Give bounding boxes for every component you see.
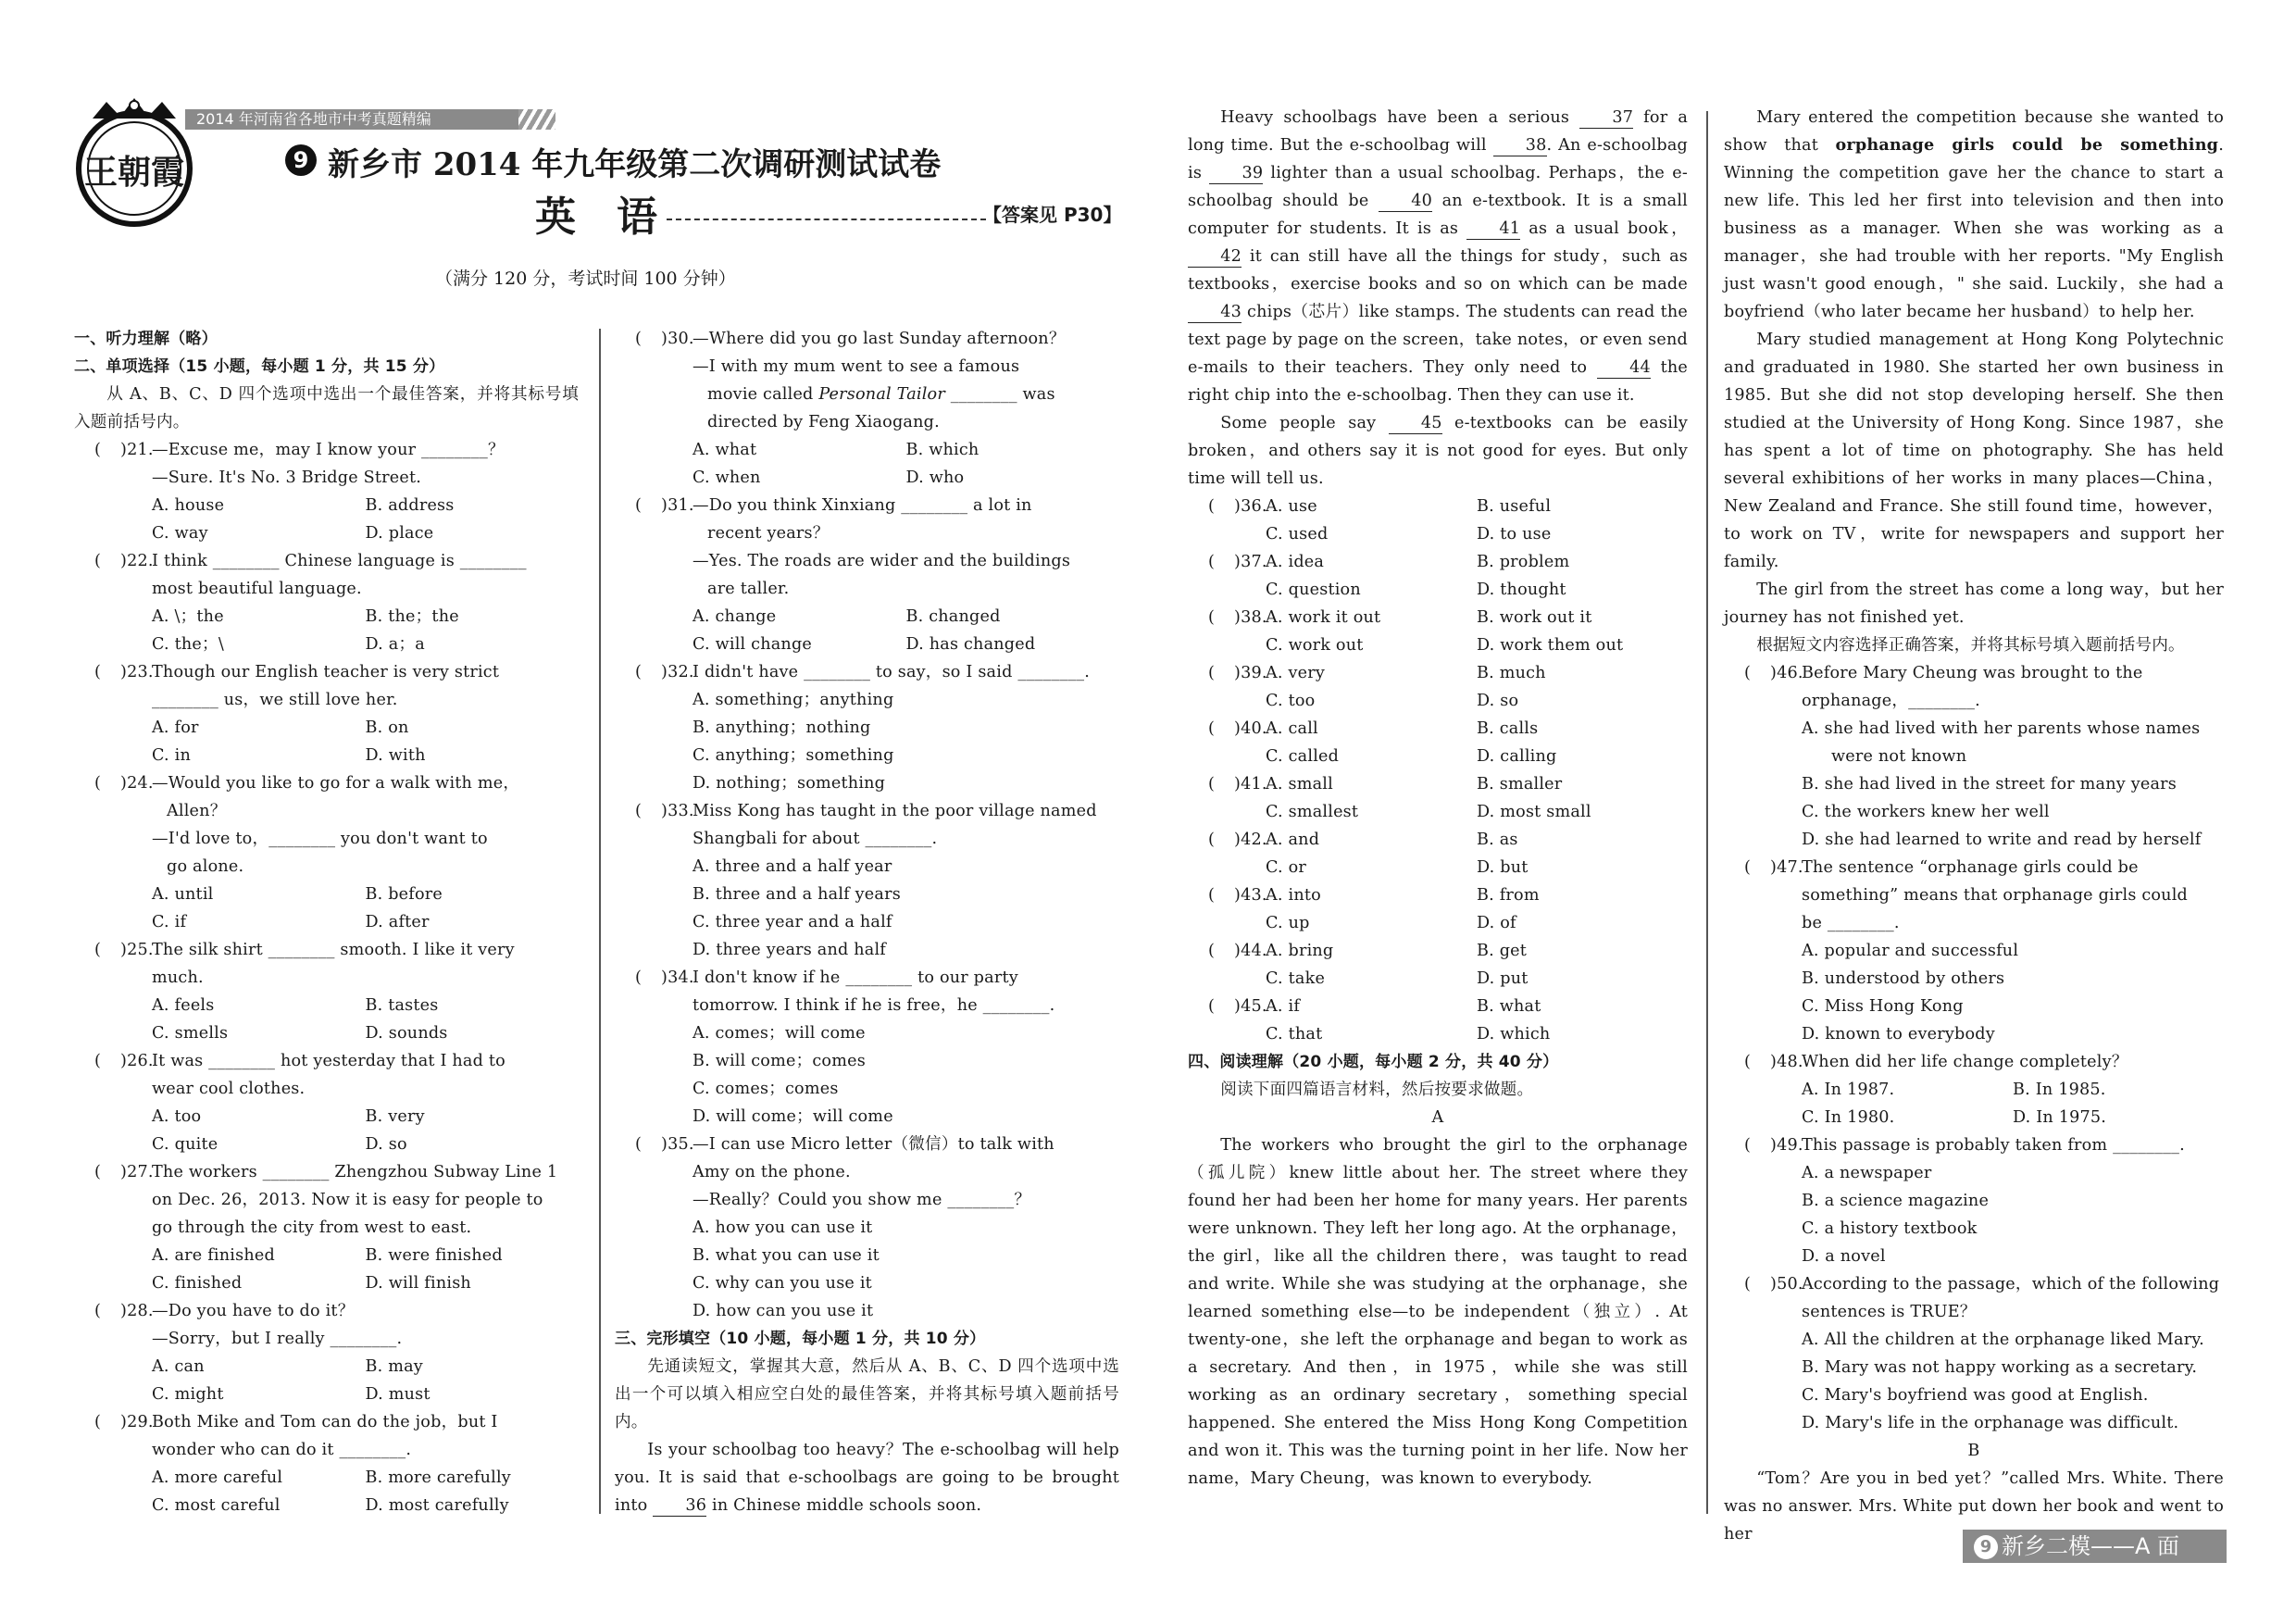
option-c[interactable]: C. finished <box>152 1274 243 1293</box>
question-text: It was ________ hot yesterday that I had to <box>152 1052 505 1070</box>
exam-number-badge <box>285 144 317 176</box>
question-text: —Would you like to go for a walk with me， <box>152 774 520 793</box>
option-c[interactable]: C. smallest <box>1266 803 1359 821</box>
option-c[interactable]: C. quite <box>152 1135 218 1154</box>
option-b[interactable]: B. three and a half years <box>693 885 901 904</box>
column-3 <box>1188 104 1688 1493</box>
passage-a-paragraph-2: Mary entered the competition because she wanted to show that orphanage girls could be something. Winning the competition gave her the chance to start a new life. This led her first into television and then into business as a manager. When she was working as a manager，she had trouble with her reports. "My English just wasn't good enough，" she said. Luckily，she had a boyfriend（who later became her husband）to help her. <box>1724 108 2224 321</box>
option-c[interactable]: C. or <box>1266 858 1307 877</box>
question-number: )23. <box>120 663 154 681</box>
option-b[interactable]: B. understood by others <box>1802 969 2005 988</box>
option-d[interactable]: D. put <box>1477 969 1529 988</box>
option-b[interactable]: B. anything；nothing <box>693 719 871 737</box>
option-d[interactable]: D. In 1975. <box>2013 1108 2107 1127</box>
question-number: )38. <box>1234 608 1267 627</box>
question-number: )32. <box>661 663 694 681</box>
option-a[interactable]: A. use <box>1266 497 1317 516</box>
footer-number-badge <box>1974 1535 1998 1559</box>
option-a[interactable]: A. comes；will come <box>693 1024 866 1043</box>
passage-b-label: B <box>1967 1442 1980 1460</box>
question-number: )35. <box>661 1135 694 1154</box>
option-d[interactable]: D. thought <box>1477 581 1566 599</box>
answer-reference: 【答案见 P30】 <box>983 204 1122 226</box>
question-text: —Where did you go last Sunday afternoon？ <box>693 330 1066 348</box>
question-number: )28. <box>120 1302 154 1320</box>
option-b[interactable]: B. tastes <box>365 996 439 1015</box>
option-d[interactable]: D. most small <box>1477 803 1591 821</box>
option-c[interactable]: C. take <box>1266 969 1326 988</box>
question-text: orphanage，________. <box>1802 692 1980 710</box>
option-b[interactable]: B. smaller <box>1477 775 1563 794</box>
option-a[interactable]: A. three and a half year <box>693 857 892 876</box>
option-d[interactable]: D. sounds <box>365 1024 448 1043</box>
option-a[interactable]: A. if <box>1266 997 1301 1016</box>
question-text: I think ________ Chinese language is ________ <box>152 552 527 570</box>
option-a[interactable]: A. more careful <box>152 1468 283 1487</box>
question-number: )25. <box>120 941 154 959</box>
option-d[interactable]: D. most carefully <box>365 1496 509 1515</box>
option-d[interactable]: D. has changed <box>905 635 1036 654</box>
question-text: —I can use Micro letter（微信）to talk with <box>693 1135 1054 1154</box>
option-c[interactable]: C. smells <box>152 1024 229 1043</box>
option-b[interactable]: B. very <box>365 1107 425 1126</box>
blank-44: 44 <box>1597 357 1651 379</box>
question-text: Both Mike and Tom can do the job，but I <box>152 1413 498 1431</box>
question-text: I don't know if he ________ to our party <box>693 968 1018 987</box>
option-a[interactable]: A. for <box>152 719 199 737</box>
option-c[interactable]: C. the workers knew her well <box>1802 803 2050 821</box>
section-3-title: 三、完形填空（10 小题，每小题 1 分，共 10 分） <box>615 1330 986 1348</box>
option-d[interactable]: D. will come；will come <box>693 1107 893 1126</box>
option-d[interactable]: D. will finish <box>365 1274 471 1293</box>
subject-divider <box>667 219 986 220</box>
question-text: Miss Kong has taught in the poor village named <box>693 802 1097 820</box>
question-text: Shangbali for about ________. <box>693 830 938 848</box>
question-text: —Sure. It's No. 3 Bridge Street. <box>152 469 422 487</box>
question-text: The silk shirt ________ smooth. I like it very <box>152 941 515 959</box>
blank-43: 43 <box>1188 302 1242 323</box>
question-number: )49. <box>1770 1136 1803 1155</box>
option-d[interactable]: D. so <box>365 1135 407 1154</box>
option-b[interactable]: B. get <box>1477 942 1528 960</box>
footer-number: 9 <box>1979 1537 1992 1556</box>
question-25: ( )25. The silk shirt ________ smooth. I like it very much. A. feels B. tastes C. smells D. sounds <box>74 936 579 1047</box>
question-28: ( )28. —Do you have to do it？ —Sorry，but I really ________. A. can B. may C. might D. must <box>74 1297 579 1408</box>
cloze-paragraph-1: Is your schoolbag too heavy？The e-schoolbag will help you. It is said that e-schoolbags are going to be brought into 36 in Chinese middle schools soon. <box>615 1441 1119 1515</box>
question-text: According to the passage，which of the following <box>1802 1275 2220 1293</box>
question-31: ( )31. —Do you think Xinxiang ________ a lot in recent years？ —Yes. The roads are wider and the buildings are taller. A. change B. changed C. will change D. has changed <box>615 492 1119 658</box>
question-number: )42. <box>1234 831 1267 849</box>
option-a[interactable]: A. are finished <box>152 1246 275 1265</box>
question-24: ( )24. —Would you like to go for a walk with me， Allen？ —I'd love to，________ you don't want to go alone. A. until B. before C. if D. after <box>74 769 579 936</box>
question-text: are taller. <box>707 580 790 598</box>
option-c[interactable]: C. up <box>1266 914 1310 932</box>
option-b[interactable]: B. what <box>1477 997 1541 1016</box>
question-number: )43. <box>1234 886 1267 905</box>
question-number: )50. <box>1770 1275 1803 1293</box>
option-c[interactable]: C. will change <box>693 635 813 654</box>
section-3-instruction: 先通读短文，掌握其大意，然后从 A、B、C、D 四个选项中选出一个可以填入相应空白处的最佳答案，并将其标号填入题前括号内。 <box>615 1357 1119 1431</box>
option-c[interactable]: C. in <box>152 746 191 765</box>
question-44: ( )44. A. bring B. get C. take D. put <box>1188 937 1688 993</box>
question-number: )30. <box>661 330 694 348</box>
question-text: on Dec. 26，2013. Now it is easy for people to <box>152 1191 543 1209</box>
option-c[interactable]: C. question <box>1266 581 1361 599</box>
option-a[interactable]: A. In 1987. <box>1802 1081 1895 1099</box>
question-35: ( )35. —I can use Micro letter（微信）to talk with Amy on the phone. —Really？Could you show me ________？ A. how you can use it B. what you can use it C. why can you use it D. how can you use it <box>615 1131 1119 1325</box>
question-text: something” means that orphanage girls could <box>1802 886 2189 905</box>
logo-text: 王朝霞 <box>83 153 184 192</box>
question-39: ( )39. A. very B. much C. too D. so <box>1188 659 1688 715</box>
option-b[interactable]: B. were finished <box>365 1246 503 1265</box>
column-1 <box>74 325 579 1519</box>
blank-41: 41 <box>1466 219 1520 240</box>
option-c[interactable]: C. when <box>693 469 761 487</box>
question-46: ( )46. Before Mary Cheung was brought to the orphanage，________. A. she had lived with her parents whose names were not known B. she had lived in the street for many years C. the workers knew her well D. she had learned to write and read by herself <box>1724 659 2224 854</box>
option-a[interactable]: A. can <box>152 1357 205 1376</box>
blank-39: 39 <box>1209 163 1263 184</box>
question-text: tomorrow. I think if he is free，he ________. <box>693 996 1055 1015</box>
option-b[interactable]: B. useful <box>1477 497 1552 516</box>
blank-45: 45 <box>1389 413 1442 434</box>
question-number: )34. <box>661 968 694 987</box>
option-d[interactable]: D. of <box>1477 914 1516 932</box>
question-text: Allen？ <box>167 802 227 820</box>
option-c[interactable]: C. why can you use it <box>693 1274 872 1293</box>
question-number: )48. <box>1770 1053 1803 1071</box>
option-d[interactable]: D. after <box>365 913 430 931</box>
blank-42: 42 <box>1188 246 1242 268</box>
option-b[interactable]: B. address <box>365 496 455 515</box>
question-41: ( )41. A. small B. smaller C. smallest D. most small <box>1188 770 1688 826</box>
option-b[interactable]: B. which <box>905 441 980 459</box>
question-number: )37. <box>1234 553 1267 571</box>
option-a[interactable]: A. popular and successful <box>1802 942 2019 960</box>
exam-number: 9 <box>293 147 309 173</box>
option-a[interactable]: A. work it out <box>1266 608 1381 627</box>
question-text: go through the city from west to east. <box>152 1218 472 1237</box>
highlighted-phrase: orphanage girls could be something <box>1835 135 2219 155</box>
option-a[interactable]: A. into <box>1266 886 1321 905</box>
question-number: )45. <box>1234 997 1267 1016</box>
blank-40: 40 <box>1379 191 1432 212</box>
question-text: be ________. <box>1802 914 1900 932</box>
cloze-paragraph-2: Heavy schoolbags have been a serious 37 for a long time. But the e-schoolbag will 38. An e-schoolbag is 39 lighter than a usual schoolbag. Perhaps，the e-schoolbag should be 40 an e-textbook. It is a small computer for students. It is as 41 as a usual book，42 it can still have all the things for study，such as textbooks，exercise books and so on which can be made 43 chips（芯片）like stamps. The students can read the text page by page on the screen，take notes，or even send e-mails to their teachers. They only need to 44 the right chip into the e-schoolbag. Then they can use it. <box>1188 108 1689 405</box>
question-36: ( )36. A. use B. useful C. used D. to use <box>1188 493 1688 548</box>
option-d[interactable]: D. who <box>905 469 965 487</box>
question-number: )26. <box>120 1052 154 1070</box>
question-number: )39. <box>1234 664 1267 682</box>
question-text: movie called Personal Tailor ________ was <box>707 385 1055 404</box>
question-text: wonder who can do it ________. <box>152 1441 412 1459</box>
option-c[interactable]: C. three year and a half <box>693 913 892 931</box>
option-a[interactable]: A. bring <box>1266 942 1334 960</box>
option-b[interactable]: B. the；the <box>365 607 459 626</box>
option-d[interactable]: D. work them out <box>1477 636 1624 655</box>
option-b[interactable]: B. on <box>365 719 409 737</box>
section-1-title: 一、听力理解（略） <box>74 330 218 348</box>
option-a[interactable]: A. call <box>1266 719 1318 738</box>
question-37: ( )37. A. idea B. problem C. question D. thought <box>1188 548 1688 604</box>
section-4-title: 四、阅读理解（20 小题，每小题 2 分，共 40 分） <box>1188 1053 1559 1071</box>
question-34: ( )34. I don't know if he ________ to our party tomorrow. I think if he is free，he ________. A. comes；will come B. will come；comes C. comes；comes D. will come；will come <box>615 964 1119 1131</box>
question-number: )33. <box>661 802 694 820</box>
option-a[interactable]: A. house <box>152 496 225 515</box>
option-b[interactable]: B. work out it <box>1477 608 1592 627</box>
question-text: —Excuse me，may I know your ________？ <box>152 441 505 459</box>
option-a[interactable]: A. too <box>152 1107 202 1126</box>
blank-37: 37 <box>1579 107 1633 129</box>
question-text: I didn't have ________ to say，so I said ________. <box>693 663 1091 681</box>
option-b[interactable]: B. calls <box>1477 719 1539 738</box>
question-48: ( )48. When did her life change completely？ A. In 1987. B. In 1985. C. In 1980. D. In 1975. <box>1724 1048 2224 1131</box>
question-33: ( )33. Miss Kong has taught in the poor village named Shangbali for about ________. A. three and a half year B. three and a half years C. three year and a half D. three years and half <box>615 797 1119 964</box>
option-c[interactable]: C. In 1980. <box>1802 1108 1895 1127</box>
question-26: ( )26. It was ________ hot yesterday that I had to wear cool clothes. A. too B. very C. quite D. so <box>74 1047 579 1158</box>
option-c[interactable]: C. used <box>1266 525 1329 544</box>
question-text: directed by Feng Xiaogang. <box>707 413 940 431</box>
option-c[interactable]: C. Mary's boyfriend was good at English. <box>1802 1386 2149 1405</box>
option-d[interactable]: D. with <box>365 746 426 765</box>
option-c[interactable]: C. work out <box>1266 636 1364 655</box>
passage-a-label: A <box>1431 1108 1444 1127</box>
option-c[interactable]: C. the；\ <box>152 635 224 654</box>
question-40: ( )40. A. call B. calls C. called D. calling <box>1188 715 1688 770</box>
question-number: )31. <box>661 496 694 515</box>
movie-title: Personal Tailor <box>818 385 945 404</box>
option-b[interactable]: B. a science magazine <box>1802 1192 1990 1210</box>
question-number: )24. <box>120 774 154 793</box>
option-d[interactable]: D. how can you use it <box>693 1302 874 1320</box>
option-a[interactable]: A. change <box>693 607 777 626</box>
question-text: This passage is probably taken from ________. <box>1802 1136 2185 1155</box>
blank-36: 36 <box>653 1495 706 1517</box>
option-a[interactable]: A. small <box>1266 775 1333 794</box>
question-text: The workers ________ Zhengzhou Subway Line 1 <box>152 1163 558 1181</box>
option-c[interactable]: C. a history textbook <box>1802 1219 1978 1238</box>
option-b[interactable]: B. what you can use it <box>693 1246 880 1265</box>
column-divider <box>1706 111 1708 1514</box>
logo <box>65 93 204 231</box>
question-45: ( )45. A. if B. what C. that D. which <box>1188 993 1688 1048</box>
question-text: Before Mary Cheung was brought to the <box>1802 664 2143 682</box>
question-number: )27. <box>120 1163 154 1181</box>
option-c[interactable]: C. Miss Hong Kong <box>1802 997 1964 1016</box>
question-text: sentences is TRUE？ <box>1802 1303 1977 1321</box>
question-49: ( )49. This passage is probably taken from ________. A. a newspaper B. a science magazine C. a history textbook D. a novel <box>1724 1131 2224 1270</box>
exam-title: 新乡市 2014 年九年级第二次调研测试试卷 <box>328 146 942 183</box>
option-a[interactable]: A. what <box>693 441 757 459</box>
option-d[interactable]: D. place <box>365 524 434 543</box>
option-d[interactable]: D. known to everybody <box>1802 1025 1995 1043</box>
option-a[interactable]: A. feels <box>152 996 215 1015</box>
question-text: wear cool clothes. <box>152 1080 306 1098</box>
option-c[interactable]: C. most careful <box>152 1496 281 1515</box>
section-4-instruction: 阅读下面四篇语言材料，然后按要求做题。 <box>1220 1081 1534 1099</box>
option-b[interactable]: B. before <box>365 885 443 904</box>
option-b[interactable]: B. as <box>1477 831 1518 849</box>
question-text: The sentence “orphanage girls could be <box>1802 858 2139 877</box>
option-a[interactable]: A. very <box>1266 664 1325 682</box>
section-2-title: 二、单项选择（15 小题，每小题 1 分，共 15 分） <box>74 357 445 376</box>
option-a[interactable]: A. and <box>1266 831 1320 849</box>
page-footer <box>1963 1530 2227 1563</box>
question-22: ( )22. I think ________ Chinese language is ________ most beautiful language. A. \；the B. the；the C. the；\ D. a；a <box>74 547 579 658</box>
option-a[interactable]: A. how you can use it <box>693 1218 873 1237</box>
question-21: ( )21. —Excuse me，may I know your ________？ —Sure. It's No. 3 Bridge Street. A. house B. address C. way D. place <box>74 436 579 547</box>
question-number: )29. <box>120 1413 154 1431</box>
option-c[interactable]: C. comes；comes <box>693 1080 839 1098</box>
option-a[interactable]: A. \；the <box>152 607 224 626</box>
option-b[interactable]: B. changed <box>905 607 1001 626</box>
question-47: ( )47. The sentence “orphanage girls could be something” means that orphanage girls could be ________. A. popular and successful B. understood by others C. Miss Hong Kong D. known to everybody <box>1724 854 2224 1048</box>
question-text: —Yes. The roads are wider and the buildings <box>693 552 1071 570</box>
footer-label: 新乡二模——A 面 <box>2002 1533 2180 1559</box>
option-a[interactable]: A. she had lived with her parents whose names <box>1802 719 2201 738</box>
question-42: ( )42. A. and B. as C. or D. but <box>1188 826 1688 881</box>
passage-a-paragraph-1: The workers who brought the girl to the orphanage（孤儿院）knew little about her. The street where they found her had been her home for many years. Her parents were unknown. They left her long ago. At the orphanage，the girl，like all the children there，was taught to read and write. While she was studying at the orphanage，she learned something else—to be independent（独立）. At twenty-one，she left the orphanage and began to work as a secretary. And then，in 1975，while she was still working as an ordinary secretary，something special happened. She entered the Miss Hong Kong Competition and won it. This was the turning point in her life. Now her name，Mary Cheung，was known to everybody. <box>1188 1136 1688 1488</box>
option-c[interactable]: C. too <box>1266 692 1316 710</box>
question-number: )41. <box>1234 775 1267 794</box>
passage-a-instruction: 根据短文内容选择正确答案，并将其标号填入题前括号内。 <box>1756 636 2185 655</box>
question-text: —I with my mum went to see a famous <box>693 357 1020 376</box>
option-d[interactable]: D. to use <box>1477 525 1552 544</box>
option-d[interactable]: D. a；a <box>365 635 425 654</box>
passage-a-paragraph-4: The girl from the street has come a long way，but her journey has not finished yet. <box>1724 581 2224 627</box>
exam-info: （满分 120 分，考试时间 100 分钟） <box>435 269 736 289</box>
question-number: )40. <box>1234 719 1267 738</box>
option-d[interactable]: D. Mary's life in the orphanage was difficult. <box>1802 1414 2179 1432</box>
question-number: )47. <box>1770 858 1803 877</box>
question-text: recent years？ <box>707 524 830 543</box>
option-b[interactable]: B. Mary was not happy working as a secretary. <box>1802 1358 2198 1377</box>
question-text: much. <box>152 968 204 987</box>
option-a[interactable]: A. a newspaper <box>1802 1164 1932 1182</box>
question-text: go alone. <box>167 857 244 876</box>
question-43: ( )43. A. into B. from C. up D. of <box>1188 881 1688 937</box>
option-b[interactable]: B. In 1985. <box>2013 1081 2106 1099</box>
option-b[interactable]: B. may <box>365 1357 423 1376</box>
question-30: ( )30. —Where did you go last Sunday afternoon？ —I with my mum went to see a famous movie called Personal Tailor ________ was directed by Feng Xiaogang. A. what B. which C. when D. who <box>615 325 1119 492</box>
series-banner-text: 2014 年河南省各地市中考真题精编 <box>196 110 431 128</box>
option-d[interactable]: D. so <box>1477 692 1519 710</box>
option-a[interactable]: A. idea <box>1266 553 1325 571</box>
question-number: )44. <box>1234 942 1267 960</box>
question-text: When did her life change completely？ <box>1802 1053 2128 1071</box>
option-d[interactable]: D. but <box>1477 858 1529 877</box>
option-a[interactable]: A. until <box>152 885 214 904</box>
option-c[interactable]: C. called <box>1266 747 1340 766</box>
question-number: )46. <box>1770 664 1803 682</box>
option-b[interactable]: B. she had lived in the street for many years <box>1802 775 2177 794</box>
subject-title: 英 语 <box>535 194 657 241</box>
question-text: most beautiful language. <box>152 580 362 598</box>
question-38: ( )38. A. work it out B. work out it C. work out D. work them out <box>1188 604 1688 659</box>
option-a[interactable]: A. something；anything <box>693 691 894 709</box>
option-b[interactable]: B. from <box>1477 886 1540 905</box>
column-2 <box>615 325 1119 1519</box>
series-banner <box>185 109 532 130</box>
question-text: Though our English teacher is very strict <box>152 663 500 681</box>
column-divider <box>599 329 601 1514</box>
option-c[interactable]: C. that <box>1266 1025 1323 1043</box>
column-4 <box>1724 104 2224 1548</box>
question-32: ( )32. I didn't have ________ to say，so I said ________. A. something；anything B. anything；nothing C. anything；something D. nothing；something <box>615 658 1119 797</box>
option-d[interactable]: D. three years and half <box>693 941 886 959</box>
cloze-paragraph-3: Some people say 45 e-textbooks can be easily broken，and others say it is not good for eyes. But only time will tell us. <box>1188 414 1688 488</box>
option-d[interactable]: D. which <box>1477 1025 1551 1043</box>
question-number: )21. <box>120 441 154 459</box>
question-text: ________ us，we still love her. <box>152 691 398 709</box>
question-text: —Do you think Xinxiang ________ a lot in <box>693 496 1032 515</box>
option-b[interactable]: B. will come；comes <box>693 1052 866 1070</box>
option-d[interactable]: D. calling <box>1477 747 1557 766</box>
question-23: ( )23. Though our English teacher is very strict ________ us，we still love her. A. for B. on C. in D. with <box>74 658 579 769</box>
option-d[interactable]: D. a novel <box>1802 1247 1886 1266</box>
question-number: )22. <box>120 552 154 570</box>
question-text: —Sorry，but I really ________. <box>152 1330 403 1348</box>
question-50: ( )50. According to the passage，which of the following sentences is TRUE？ A. All the children at the orphanage liked Mary. B. Mary was not happy working as a secretary. C. Mary's boyfriend was good at English. D. Mary's life in the orphanage was difficult. <box>1724 1270 2224 1437</box>
question-text: —Really？Could you show me ________？ <box>693 1191 1031 1209</box>
blank-38: 38 <box>1493 135 1547 156</box>
question-text: —Do you have to do it？ <box>152 1302 355 1320</box>
option-c[interactable]: C. if <box>152 913 187 931</box>
option-a[interactable]: A. All the children at the orphanage liked Mary. <box>1802 1331 2204 1349</box>
question-text: Amy on the phone. <box>693 1163 851 1181</box>
section-2-instruction: 从 A、B、C、D 四个选项中选出一个最佳答案，并将其标号填入题前括号内。 <box>74 385 579 431</box>
question-27: ( )27. The workers ________ Zhengzhou Subway Line 1 on Dec. 26，2013. Now it is easy for people to go through the city from west to east. A. are finished B. were finished C. finished D. will finish <box>74 1158 579 1297</box>
option-b[interactable]: B. more carefully <box>365 1468 511 1487</box>
option-c[interactable]: C. anything；something <box>693 746 894 765</box>
option-a-continued: were not known <box>1831 747 1967 766</box>
option-c[interactable]: C. might <box>152 1385 224 1404</box>
option-d[interactable]: D. she had learned to write and read by herself <box>1802 831 2202 849</box>
option-d[interactable]: D. nothing；something <box>693 774 886 793</box>
question-29: ( )29. Both Mike and Tom can do the job，but I wonder who can do it ________. A. more careful B. more carefully C. most careful D. most carefully <box>74 1408 579 1519</box>
question-text: —I'd love to，________ you don't want to <box>152 830 488 848</box>
option-b[interactable]: B. problem <box>1477 553 1570 571</box>
banner-stripes <box>518 109 555 130</box>
passage-a-paragraph-3: Mary studied management at Hong Kong Polytechnic and graduated in 1980. She started her own business in 1985. But she did not stop developing herself. She then studied at the University of Hong Kong. Since 1987，she has spent a lot of time on photography. She has held several exhibitions of her works in many places—China，New Zealand and France. She still found time，however，to work on TV，write for newspapers and support her family. <box>1724 331 2224 571</box>
passage-b-paragraph-1: “Tom？Are you in bed yet？”called Mrs. White. There was no answer. Mrs. White put down her book and went to her <box>1724 1469 2224 1543</box>
question-number: )36. <box>1234 497 1267 516</box>
option-d[interactable]: D. must <box>365 1385 430 1404</box>
option-c[interactable]: C. way <box>152 524 208 543</box>
option-b[interactable]: B. much <box>1477 664 1546 682</box>
